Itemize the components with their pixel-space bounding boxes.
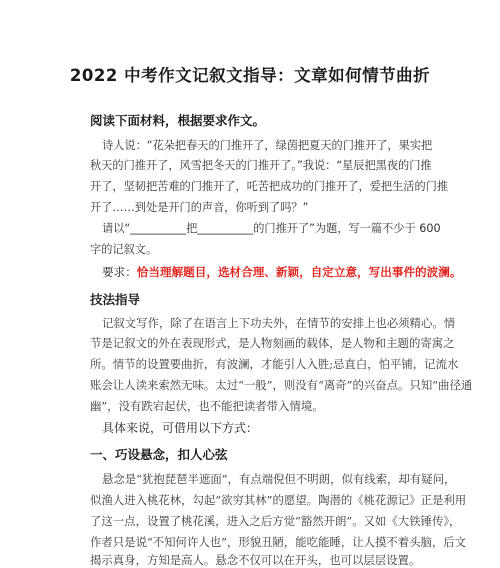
technique-line-5: 幽”，没有跌宕起伏，也不能把读者带入情境。 — [90, 399, 324, 413]
instruction-heading: 阅读下面材料，根据要求作文。 — [90, 113, 266, 128]
poem-line-2: 秋天的门推开了，风雪把冬天的门推开了。”我说：“星辰把黑夜的门推 — [90, 159, 432, 172]
page-title: 2022 中考作文记叙文指导：文章如何情节曲折 — [69, 66, 431, 85]
suspense-line-3: 了这一点，设置了桃花溪，进入之后方觉“豁然开朗”。又如《大铁锤传》， — [90, 514, 461, 528]
subheading-suspense: 一、巧设悬念，扣人心弦 — [90, 447, 228, 462]
poem-line-1: 诗人说：“花朵把春天的门推开了，绿茵把夏天的门推开了，果实把 — [102, 139, 433, 152]
suspense-line-4: 作者只是说“不知何许人也”，形貌丑陋，能吃能睡，让人摸不着头脑，后文 — [90, 535, 467, 549]
suspense-line-1: 悬念是“犹抱琵琶半遮面”，有点端倪但不明朗，似有线索，却有疑问， — [102, 472, 456, 486]
requirement-label: 要求： — [102, 265, 137, 279]
prompt-line-1: 请以“__________把__________的门推开了”为题，写一篇不少于 600 — [102, 222, 441, 235]
technique-line-2: 节是记叙文的外在表现形式，是人物刻画的载体，是人物和主题的寄寓之 — [90, 336, 455, 350]
technique-line-1: 记叙文写作，除了在语言上下功夫外，在情节的安排上也必须精心。情 — [102, 316, 456, 330]
suspense-line-5: 揭示真身，方知是高人。悬念不仅可以在开头，也可以层层设置。 — [90, 553, 421, 567]
requirement-line — [102, 264, 461, 280]
suspense-line-2: 似渔人进入桃花林，勾起“欲穷其林”的愿望。陶潜的《桃花源记》正是利用 — [90, 493, 467, 507]
method-intro: 具体来说，可借用以下方式： — [102, 421, 259, 435]
requirement-text: 恰当理解题目，选材合理、新颖，自定立意，写出事件的波澜。 — [136, 265, 462, 279]
technique-line-3: 所。情节的设置要曲折，有波澜，才能引人入胜;忌直白，怕平铺，记流水 — [90, 357, 459, 371]
section-heading-technique: 技法指导 — [90, 292, 141, 307]
technique-line-4: 账会让人读来索然无味。太过“一般”，则没有“离奇”的兴奋点。只知“曲径通 — [90, 378, 473, 392]
poem-line-4: 开了……到处是开门的声音，你听到了吗？” — [90, 201, 309, 214]
poem-line-3: 开了，坚韧把苦难的门推开了，吒苦把成功的门推开了，爱把生活的门推 — [90, 180, 449, 193]
prompt-line-2: 字的记叙文。 — [90, 243, 158, 256]
